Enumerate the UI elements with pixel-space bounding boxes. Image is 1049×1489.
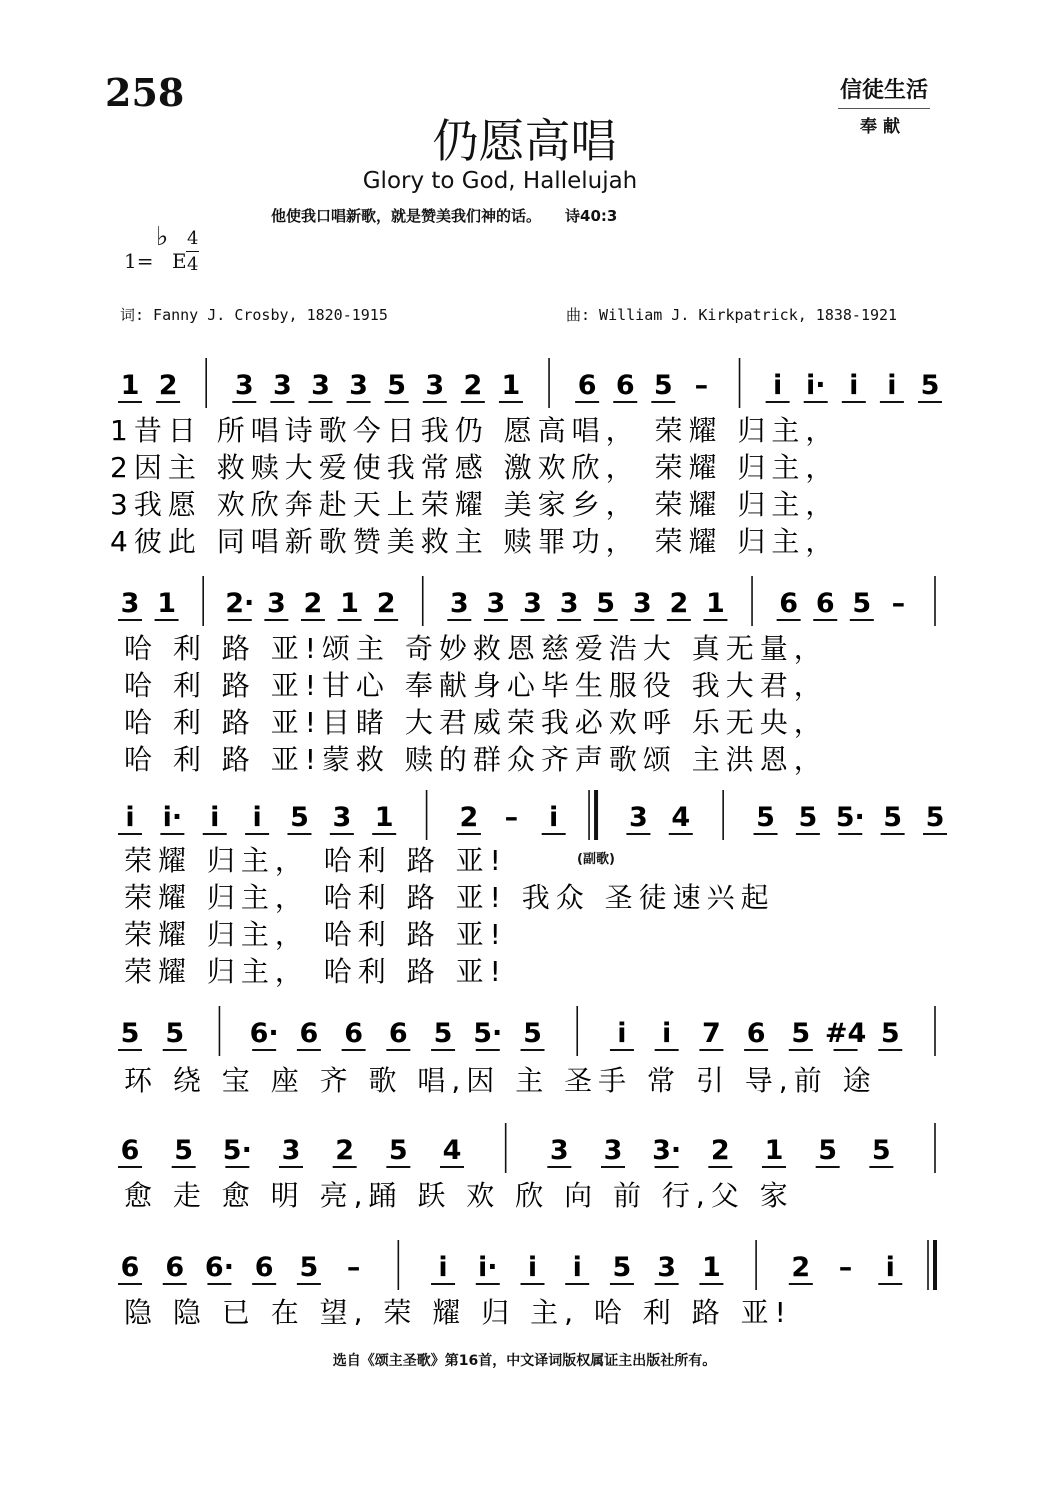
note: i (662, 1018, 672, 1049)
note: 6 (254, 1252, 274, 1283)
note: 5 (798, 802, 818, 833)
note: 3 (266, 588, 286, 619)
note: 2· (225, 588, 255, 619)
note: – (891, 588, 906, 619)
note: 5 (523, 1018, 542, 1049)
verse-reference: 诗40:3 (565, 207, 618, 225)
time-signature-top: 4 (187, 228, 199, 249)
note: 5 (612, 1252, 632, 1283)
note: 5 (756, 802, 775, 833)
note: 6 (344, 1018, 364, 1049)
note: 3 (234, 370, 254, 401)
note: 5 (433, 1018, 453, 1049)
note: 5 (120, 1018, 140, 1049)
note: i (572, 1252, 582, 1283)
lyrics-system-2 (0, 628, 1049, 788)
note: 4 (671, 802, 691, 833)
lyrics-system-3 (0, 840, 1049, 1000)
note: i· (805, 370, 826, 401)
note: 6 (299, 1018, 319, 1049)
note: 3 (272, 370, 292, 401)
note: 5 (388, 1135, 408, 1166)
flat-sign-icon: ♭ (156, 222, 169, 252)
note: 2 (303, 588, 323, 619)
scripture-verse (271, 205, 617, 226)
note: 5 (791, 1018, 811, 1049)
note: 3 (120, 588, 140, 619)
note: 5 (883, 802, 903, 833)
note: – (504, 802, 519, 833)
note: 6 (120, 1135, 140, 1166)
note: 2 (376, 588, 396, 619)
lyrics-system-1 (0, 410, 1049, 570)
note: i· (478, 1252, 498, 1283)
note: 1 (501, 370, 521, 401)
note: 6 (746, 1018, 766, 1049)
note: 1 (701, 1252, 721, 1283)
lyric-line: 3我愿 欢欣奔赴天上荣耀 美家乡， 荣耀 归主， (110, 488, 840, 521)
lyric-line: 1昔日 所唱诗歌今日我仍 愿高唱， 荣耀 归主， (110, 414, 840, 447)
note: 2 (463, 370, 483, 401)
note: 1 (157, 588, 176, 619)
hymn-title: 仍愿高唱 (432, 114, 617, 168)
note: 1 (120, 370, 140, 401)
note: i (549, 802, 559, 833)
note: 5 (818, 1135, 838, 1166)
note: 6 (388, 1018, 408, 1049)
lyrics-system-4 (0, 1060, 1049, 1105)
lyric-line: 4彼此 同唱新歌赞美救主 赎罪功， 荣耀 归主， (110, 525, 840, 558)
note: 2 (669, 588, 689, 619)
music-system-4 (0, 998, 1049, 1068)
note: i (772, 370, 783, 401)
note: 3 (603, 1135, 623, 1166)
note: 6 (779, 588, 799, 619)
lyric-line: 愈 走 愈 明 亮,踊 跃 欢 欣 向 前 行,父 家 (124, 1179, 794, 1212)
note: 3 (559, 588, 579, 619)
note: i (887, 370, 897, 401)
note: i (252, 802, 262, 833)
note: 5· (473, 1018, 503, 1049)
note: 6 (615, 370, 635, 401)
lyric-line: 哈 利 路 亚!目睹 大君威荣我必欢呼 乐无央， (124, 706, 828, 739)
note: 1 (374, 802, 394, 833)
note: 2 (710, 1135, 730, 1166)
lyric-line: 2因主 救赎大爱使我常感 激欢欣， 荣耀 归主， (110, 451, 840, 484)
refrain-label: (副歌) (577, 852, 615, 867)
key-note: E (172, 249, 187, 273)
time-signature-bottom: 4 (187, 254, 199, 275)
note: 3 (332, 802, 352, 833)
hymn-number: 258 (105, 70, 185, 115)
lyric-line: 荣耀 归主， 哈利 路 亚! (124, 918, 507, 951)
note: 3 (425, 370, 445, 401)
note: i (849, 370, 859, 401)
note: i· (162, 802, 183, 833)
lyricist-credit: 词: Fanny J. Crosby, 1820-1915 (120, 306, 388, 324)
note: 5 (653, 370, 673, 401)
note: i (210, 802, 220, 833)
note: 6 (165, 1252, 185, 1283)
lyric-line: 荣耀 归主， 哈利 路 亚! (124, 844, 507, 877)
note: 3 (629, 802, 648, 833)
note: 3 (449, 588, 469, 619)
note: i (125, 802, 135, 833)
note: 3 (281, 1135, 301, 1166)
lyric-line: 环 绕 宝 座 齐 歌 唱,因 主 圣手 常 引 导,前 途 (124, 1064, 877, 1097)
subcategory-label: 奉献 (860, 117, 906, 137)
note: 5 (852, 588, 872, 619)
note: 5· (222, 1135, 252, 1166)
note: 5 (880, 1018, 900, 1049)
note: 2 (158, 370, 178, 401)
note: 5 (871, 1135, 891, 1166)
note: 5 (387, 370, 407, 401)
lyric-line: 哈 利 路 亚!蒙救 赎的群众齐声歌颂 主洪恩， (124, 743, 828, 776)
note: 5 (290, 802, 309, 833)
note: 5 (920, 370, 940, 401)
note: 1 (340, 588, 359, 619)
note: 1 (706, 588, 725, 619)
note: 6 (577, 370, 597, 401)
note: 7 (701, 1018, 721, 1049)
note: 5· (835, 802, 865, 833)
note: i (527, 1252, 538, 1283)
note: 6 (815, 588, 835, 619)
lyric-line: 隐 隐 已 在 望, 荣 耀 归 主, 哈 利 路 亚! (124, 1296, 792, 1329)
note: 6· (204, 1252, 234, 1283)
note: 3 (523, 588, 542, 619)
note: 2 (335, 1135, 355, 1166)
key-prefix: 1= (124, 249, 154, 273)
note: 3 (349, 370, 368, 401)
note: 5 (165, 1018, 185, 1049)
note: 6 (120, 1252, 140, 1283)
note: i (885, 1252, 895, 1283)
note: – (694, 370, 709, 401)
note: 3 (486, 588, 506, 619)
note: i (438, 1252, 448, 1283)
note: 5 (299, 1252, 319, 1283)
english-title: Glory to God, Hallelujah (362, 168, 638, 194)
note: – (346, 1252, 361, 1283)
note: 2 (459, 802, 479, 833)
note: 3· (652, 1135, 682, 1166)
note: 6· (249, 1018, 279, 1049)
note: 4 (442, 1135, 462, 1166)
composer-credit: 曲: William J. Kirkpatrick, 1838-1921 (566, 306, 898, 324)
category-label: 信徒生活 (838, 73, 930, 109)
note: 2 (791, 1252, 811, 1283)
note: 3 (311, 370, 330, 401)
note: 3 (549, 1135, 569, 1166)
note: 5 (925, 802, 945, 833)
note: – (838, 1252, 853, 1283)
lyric-line: 哈 利 路 亚!颂主 奇妙救恩慈爱浩大 真无量， (124, 632, 828, 665)
note: 5 (596, 588, 616, 619)
note: 3 (632, 588, 652, 619)
note: i (617, 1018, 627, 1049)
note: 1 (764, 1135, 784, 1166)
lyrics-system-6 (0, 1292, 1049, 1337)
note: 3 (657, 1252, 677, 1283)
note: 5 (174, 1135, 194, 1166)
copyright-footer: 选自《颂主圣歌》第16首，中文译词版权属证主出版社所有。 (332, 1353, 717, 1369)
verse-text: 他使我口唱新歌，就是赞美我们神的话。 (271, 207, 542, 225)
lyric-line: 哈 利 路 亚!甘心 奉献身心毕生服役 我大君， (124, 669, 828, 702)
note: #4 (824, 1018, 867, 1049)
lyrics-system-5 (0, 1175, 1049, 1220)
lyric-line: 荣耀 归主， 哈利 路 亚! 我众 圣徒速兴起 (124, 881, 775, 914)
lyric-line: 荣耀 归主， 哈利 路 亚! (124, 955, 507, 988)
